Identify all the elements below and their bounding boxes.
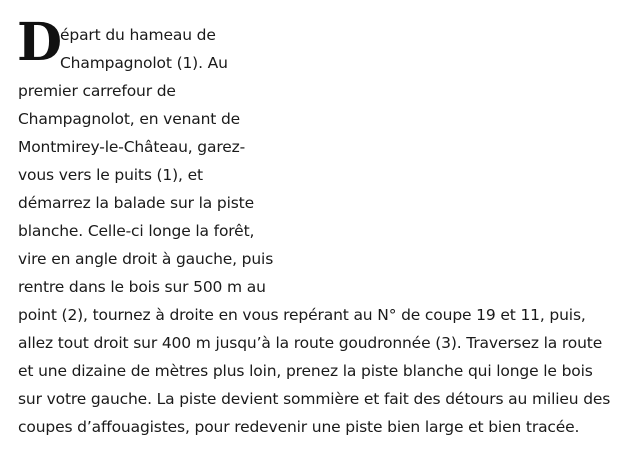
paragraph-line: vous vers le puits (1), et [18,166,203,184]
paragraph-line: rentre dans le bois sur 500 m au [18,278,266,296]
paragraph-line: sur votre gauche. La piste devient sommière et fait des détours au milieu des [18,390,611,408]
paragraph-line: Montmirey-le-Château, garez- [18,138,246,156]
paragraph-line: Champagnolot (1). Au [60,54,228,72]
paragraph-line: Champagnolot, en venant de [18,110,241,128]
drop-cap: D [17,12,63,73]
paragraph-line: point (2), tournez à droite en vous repérant au N° de coupe 19 et 11, puis, [18,306,586,324]
paragraph-line: épart du hameau de [60,26,216,44]
paragraph-line: et une dizaine de mètres plus loin, prenez la piste blanche qui longe le bois [18,362,593,380]
paragraph-line: blanche. Celle-ci longe la forêt, [18,222,255,240]
paragraph-line: allez tout droit sur 400 m jusqu’à la route goudronnée (3). Traversez la route [18,334,603,352]
paragraph-line: coupes d’affouagistes, pour redevenir une piste bien large et bien tracée. [18,418,580,436]
paragraph-line: premier carrefour de [18,82,176,100]
paragraph-line: démarrez la balade sur la piste [18,194,254,212]
paragraph-line: vire en angle droit à gauche, puis [18,250,274,268]
